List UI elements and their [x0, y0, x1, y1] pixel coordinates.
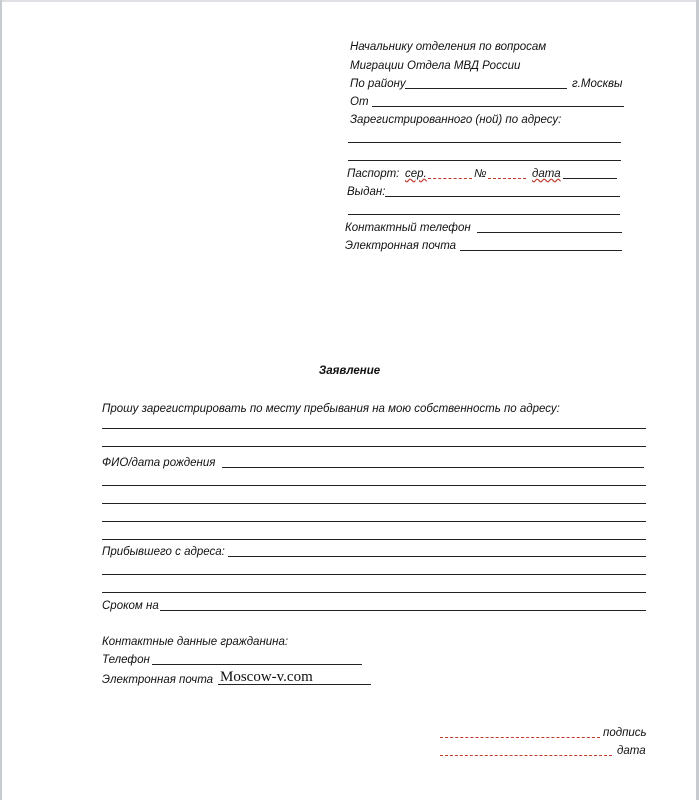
addressee-line-1: Начальнику отделения по вопросам [350, 41, 547, 53]
passport-number-label: № [474, 168, 487, 180]
term-field[interactable] [160, 610, 646, 611]
passport-series-field[interactable] [428, 178, 472, 179]
citizen-phone-field[interactable] [152, 664, 362, 665]
passport-date-label: дата [532, 168, 561, 180]
registered-label: Зарегистрированного (ной) по адресу: [350, 114, 562, 126]
address-field-1[interactable] [348, 142, 621, 143]
fio-label: ФИО/дата рождения [102, 457, 216, 469]
passport-label: Паспорт: [347, 168, 400, 180]
city-label: г.Москвы [572, 78, 623, 90]
fio-line-4[interactable] [102, 521, 646, 522]
address-line-1[interactable] [102, 428, 646, 429]
document-title: Заявление [318, 365, 381, 377]
page-left-border [0, 0, 2, 800]
citizen-phone-label: Телефон [102, 654, 150, 666]
request-text: Прошу зарегистрировать по месту пребывания на мою собственность по адресу: [102, 403, 560, 415]
address-line-2[interactable] [102, 446, 646, 447]
from-field[interactable] [372, 106, 624, 107]
district-label: По району [350, 78, 406, 90]
arrived-line-2[interactable] [102, 574, 646, 575]
fio-line-3[interactable] [102, 503, 646, 504]
contact-phone-field[interactable] [477, 232, 622, 233]
date-label: дата [617, 745, 646, 757]
contact-phone-label: Контактный телефон [345, 222, 471, 234]
contact-email-field[interactable] [460, 250, 622, 251]
date-field[interactable] [440, 755, 612, 756]
passport-series-label: сер. [405, 168, 427, 180]
page-top-border [0, 0, 699, 2]
issued-field-2[interactable] [348, 214, 620, 215]
citizen-email-value: Moscow-v.com [220, 669, 313, 685]
arrived-field[interactable] [228, 556, 646, 557]
arrived-label: Прибывшего с адреса: [102, 546, 225, 558]
issued-label: Выдан: [347, 186, 386, 198]
citizen-email-label: Электронная почта [102, 674, 214, 686]
contact-email-label: Электронная почта [345, 240, 457, 252]
from-label: От [350, 96, 369, 108]
passport-number-field[interactable] [488, 178, 526, 179]
signature-label: подпись [603, 727, 647, 739]
district-field[interactable] [405, 88, 567, 89]
address-field-2[interactable] [348, 160, 621, 161]
addressee-line-2: Миграции Отдела МВД России [350, 60, 521, 72]
arrived-line-3[interactable] [102, 592, 646, 593]
signature-field[interactable] [440, 737, 600, 738]
issued-field-1[interactable] [385, 196, 620, 197]
fio-field[interactable] [222, 467, 644, 468]
citizen-email-field[interactable] [218, 684, 371, 685]
passport-date-field[interactable] [563, 178, 617, 179]
fio-line-5[interactable] [102, 539, 646, 540]
term-label: Сроком на [102, 600, 159, 612]
contacts-title: Контактные данные гражданина: [102, 636, 289, 648]
fio-line-2[interactable] [102, 485, 646, 486]
